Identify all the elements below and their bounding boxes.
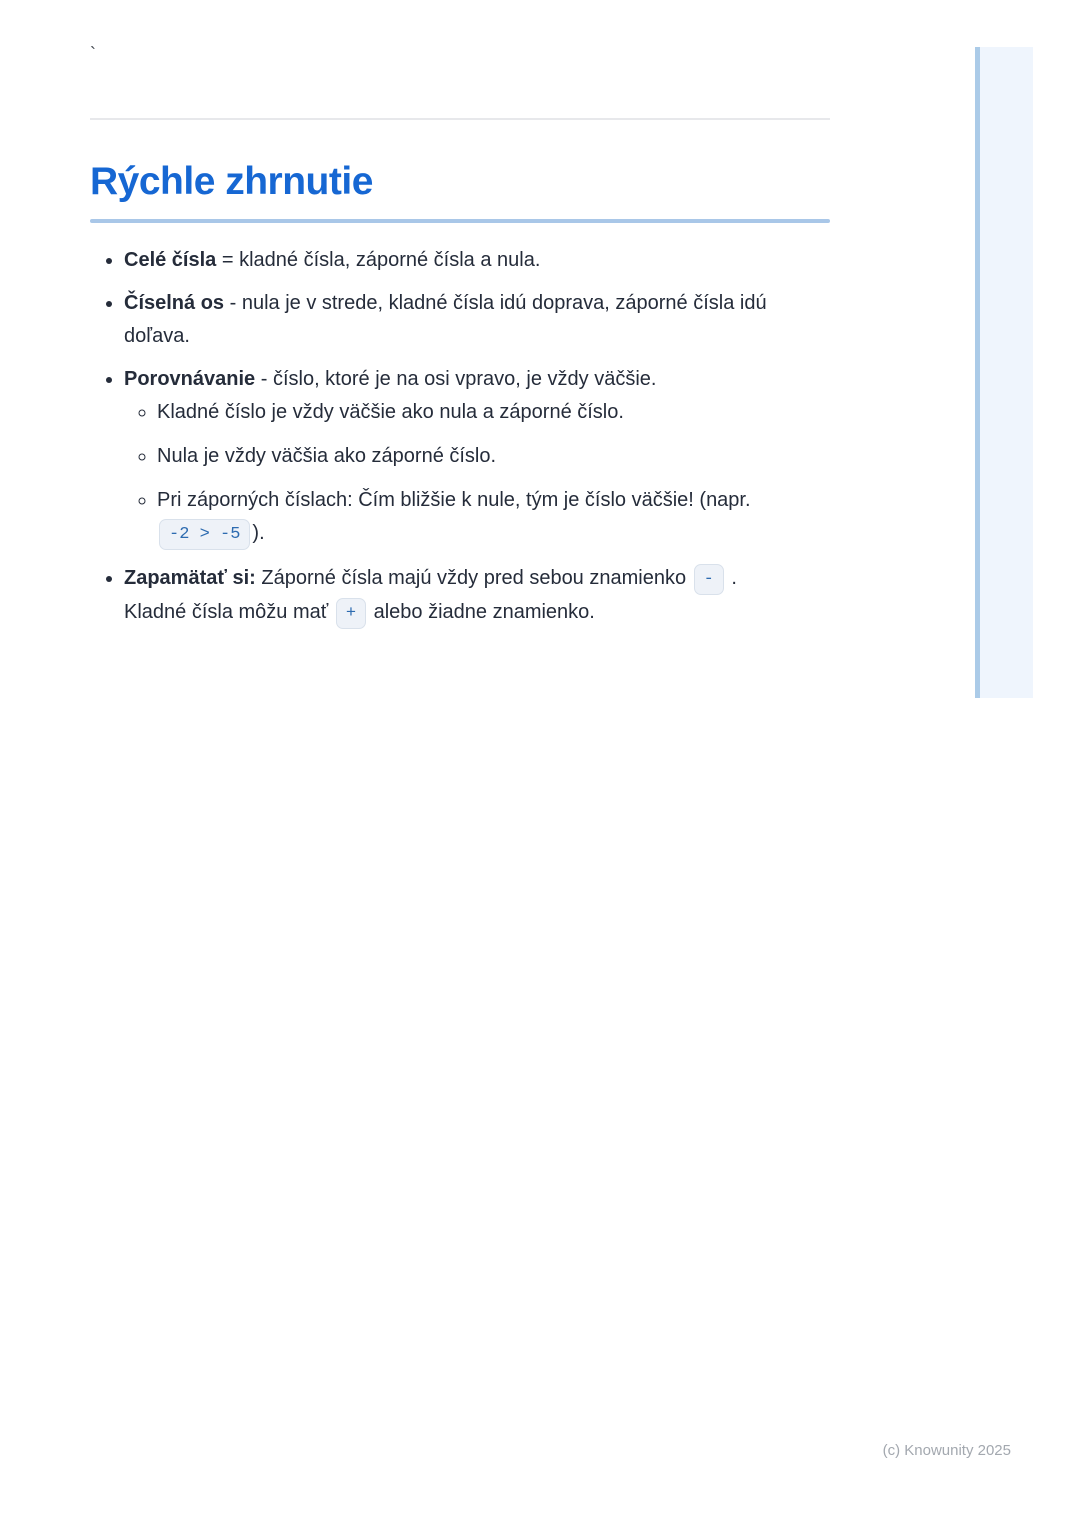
top-divider xyxy=(90,118,830,120)
inline-code-chip-plus: + xyxy=(336,598,366,629)
bullet-text: - číslo, ktoré je na osi vpravo, je vždy väčšie. xyxy=(255,368,657,390)
next-page-edge-border xyxy=(975,47,980,698)
bullet-text: . xyxy=(725,567,737,589)
bullet-text: Pri záporných číslach: Čím bližšie k nule, tým je číslo väčšie! (napr. xyxy=(157,489,751,511)
bullet-text: - nula je v strede, kladné čísla idú doprava, záporné čísla idú xyxy=(224,292,767,314)
bullet-text: alebo žiadne znamienko. xyxy=(368,601,595,623)
page-title: Rýchle zhrnutie xyxy=(90,160,373,203)
bullet-text: Kladné číslo je vždy väčšie ako nula a záporné číslo. xyxy=(157,401,624,423)
bullet-lead-bold: Celé čísla xyxy=(124,249,217,271)
bullet-lead-bold: Porovnávanie xyxy=(124,368,256,390)
summary-list xyxy=(90,244,835,630)
copyright-footer: (c) Knowunity 2025 xyxy=(882,1442,1011,1459)
comparison-sub-list xyxy=(124,396,835,551)
stray-backtick-char: ` xyxy=(90,44,96,64)
inline-code-chip: -2 > -5 xyxy=(159,519,250,550)
bullet-text: = kladné čísla, záporné čísla a nula. xyxy=(216,249,541,271)
bullet-lead-bold: Číselná os xyxy=(124,292,225,314)
bullet-text: Nula je vždy väčšia ako záporné číslo. xyxy=(157,445,497,467)
list-item-remember xyxy=(124,562,835,630)
list-item-comparison xyxy=(124,363,835,551)
list-item-number-line xyxy=(124,287,835,353)
bullet-text: doľava. xyxy=(124,325,190,347)
list-item-whole-numbers xyxy=(124,244,835,277)
summary-content xyxy=(90,244,835,640)
bullet-text: Kladné čísla môžu mať xyxy=(124,601,334,623)
inline-code-chip-minus: - xyxy=(694,564,724,595)
sub-list-item xyxy=(157,484,835,551)
bullet-lead-bold: Zapamätať si: xyxy=(124,567,256,589)
bullet-text: ). xyxy=(252,522,265,544)
sub-list-item xyxy=(157,440,835,473)
bullet-text: Záporné čísla majú vždy pred sebou znamienko xyxy=(255,567,692,589)
next-page-edge[interactable] xyxy=(975,47,1033,698)
sub-list-item xyxy=(157,396,835,429)
title-underline-rule xyxy=(90,219,830,223)
